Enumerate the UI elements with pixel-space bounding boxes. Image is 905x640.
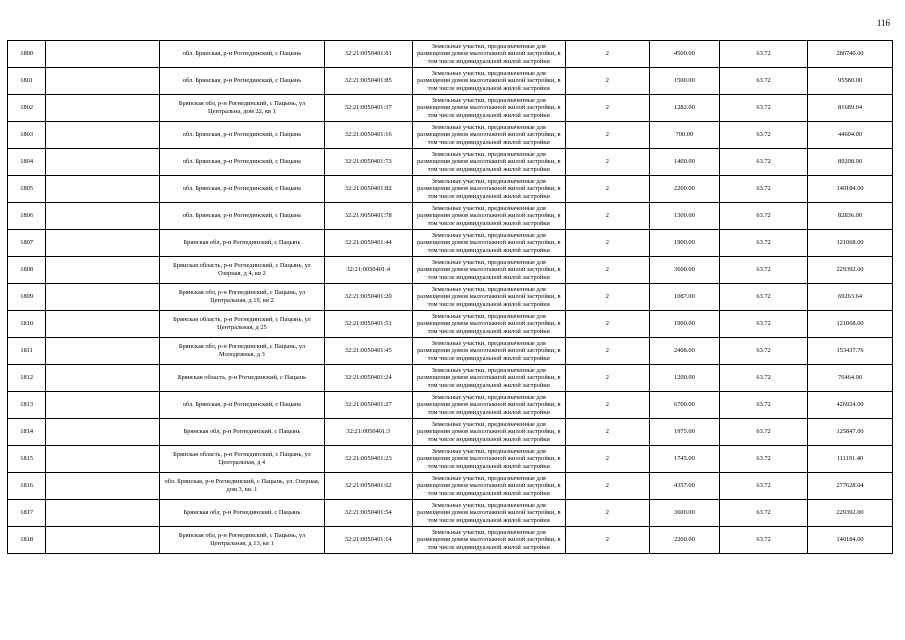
table-row <box>8 284 893 311</box>
specific-value-cell: 63.72 <box>720 338 808 365</box>
specific-value-cell: 63.72 <box>720 473 808 500</box>
address-cell: Брянская обл, р-н Рогнединский, с Пацынь, ул Центральная, д 13, кв 1 <box>160 527 325 554</box>
table-row <box>8 176 893 203</box>
area-cell: 1900.00 <box>649 311 719 338</box>
cadastral-number-cell: 32:21:0050401:51 <box>324 311 412 338</box>
area-cell: 4500.00 <box>649 41 719 68</box>
category-cell: 2 <box>565 41 649 68</box>
specific-value-cell: 63.72 <box>720 500 808 527</box>
area-cell: 1200.00 <box>649 365 719 392</box>
address-cell: Брянская обл, р-н Рогнединский, с Пацынь, ул Молодежная, д 3 <box>160 338 325 365</box>
row-number-cell: 1817 <box>8 500 46 527</box>
spacer-cell <box>46 95 160 122</box>
row-number-cell: 1806 <box>8 203 46 230</box>
category-cell: 2 <box>565 230 649 257</box>
cadastral-value-cell: 89208.00 <box>808 149 893 176</box>
cadastral-number-cell: 32:21:0050401:44 <box>324 230 412 257</box>
cadastral-number-cell: 32:21:0050401:62 <box>324 473 412 500</box>
cadastral-number-cell: 32:21:0050401:3 <box>324 419 412 446</box>
cadastral-number-cell: 32:21:0050401:85 <box>324 68 412 95</box>
specific-value-cell: 63.72 <box>720 365 808 392</box>
address-cell: Брянская область, р-н Рогнединский, с Пацынь, ул Центральная, д 4 <box>160 446 325 473</box>
row-number-cell: 1801 <box>8 68 46 95</box>
cadastral-number-cell: 32:21:0050401:23 <box>324 446 412 473</box>
registry-table-body <box>8 41 893 554</box>
category-cell: 2 <box>565 500 649 527</box>
table-row <box>8 419 893 446</box>
cadastral-number-cell: 32:21:0050401:81 <box>324 41 412 68</box>
cadastral-value-cell: 125847.00 <box>808 419 893 446</box>
spacer-cell <box>46 338 160 365</box>
cadastral-value-cell: 286740.00 <box>808 41 893 68</box>
specific-value-cell: 63.72 <box>720 230 808 257</box>
category-cell: 2 <box>565 311 649 338</box>
category-cell: 2 <box>565 473 649 500</box>
table-row <box>8 365 893 392</box>
spacer-cell <box>46 257 160 284</box>
cadastral-value-cell: 121068.00 <box>808 311 893 338</box>
permitted-use-cell: Земельные участки, предназначенные для размещения домов малоэтажной жилой застройки, в том числе индивидуальной жилой застройки <box>412 311 565 338</box>
specific-value-cell: 63.72 <box>720 68 808 95</box>
spacer-cell <box>46 68 160 95</box>
table-row <box>8 95 893 122</box>
table-row <box>8 41 893 68</box>
permitted-use-cell: Земельные участки, предназначенные для размещения домов малоэтажной жилой застройки, в том числе индивидуальной жилой застройки <box>412 500 565 527</box>
address-cell: Брянская обл, р-н Рогнединский, с Пацынь <box>160 230 325 257</box>
cadastral-number-cell: 32:21:0050401:82 <box>324 176 412 203</box>
row-number-cell: 1814 <box>8 419 46 446</box>
permitted-use-cell: Земельные участки, предназначенные для размещения домов малоэтажной жилой застройки, в том числе индивидуальной жилой застройки <box>412 122 565 149</box>
category-cell: 2 <box>565 176 649 203</box>
specific-value-cell: 63.72 <box>720 446 808 473</box>
row-number-cell: 1816 <box>8 473 46 500</box>
row-number-cell: 1804 <box>8 149 46 176</box>
address-cell: Брянская обл, р-н Рогнединский, с Пацынь, ул Центральна, дом 22, кв 1 <box>160 95 325 122</box>
table-row <box>8 257 893 284</box>
area-cell: 3600.00 <box>649 257 719 284</box>
area-cell: 1300.00 <box>649 203 719 230</box>
category-cell: 2 <box>565 122 649 149</box>
permitted-use-cell: Земельные участки, предназначенные для размещения домов малоэтажной жилой застройки, в том числе индивидуальной жилой застройки <box>412 338 565 365</box>
address-cell: обл. Брянская, р-н Рогнединский, с Пацынь, ул. Озерная, дом 3, кв. 1 <box>160 473 325 500</box>
address-cell: обл. Брянская, р-н Рогнединский, с Пацынь <box>160 203 325 230</box>
address-cell: обл. Брянская, р-н Рогнединский, с Пацынь <box>160 149 325 176</box>
spacer-cell <box>46 230 160 257</box>
area-cell: 4357.00 <box>649 473 719 500</box>
specific-value-cell: 63.72 <box>720 527 808 554</box>
category-cell: 2 <box>565 149 649 176</box>
area-cell: 2200.00 <box>649 527 719 554</box>
spacer-cell <box>46 311 160 338</box>
table-row <box>8 392 893 419</box>
permitted-use-cell: Земельные участки, предназначенные для размещения домов малоэтажной жилой застройки, в том числе индивидуальной жилой застройки <box>412 41 565 68</box>
cadastral-number-cell: 32:21:0050401:37 <box>324 95 412 122</box>
row-number-cell: 1803 <box>8 122 46 149</box>
table-row <box>8 473 893 500</box>
permitted-use-cell: Земельные участки, предназначенные для размещения домов малоэтажной жилой застройки, в том числе индивидуальной жилой застройки <box>412 230 565 257</box>
cadastral-value-cell: 44604.00 <box>808 122 893 149</box>
table-row <box>8 230 893 257</box>
address-cell: Брянская обл, р-н Рогнединский, с Пацынь <box>160 419 325 446</box>
permitted-use-cell: Земельные участки, предназначенные для размещения домов малоэтажной жилой застройки, в том числе индивидуальной жилой застройки <box>412 446 565 473</box>
row-number-cell: 1815 <box>8 446 46 473</box>
spacer-cell <box>46 284 160 311</box>
address-cell: обл. Брянская, р-н Рогнединский, с Пацынь <box>160 176 325 203</box>
category-cell: 2 <box>565 284 649 311</box>
cadastral-number-cell: 32:21:0050401:27 <box>324 392 412 419</box>
table-row <box>8 527 893 554</box>
registry-table <box>7 40 893 554</box>
address-cell: Брянская область, р-н Рогнединский, с Пацынь, ул Озерная, д 4, кв 2 <box>160 257 325 284</box>
table-row <box>8 338 893 365</box>
permitted-use-cell: Земельные участки, предназначенные для размещения домов малоэтажной жилой застройки, в том числе индивидуальной жилой застройки <box>412 284 565 311</box>
table-row <box>8 446 893 473</box>
permitted-use-cell: Земельные участки, предназначенные для размещения домов малоэтажной жилой застройки, в том числе индивидуальной жилой застройки <box>412 95 565 122</box>
category-cell: 2 <box>565 392 649 419</box>
cadastral-number-cell: 32:21:0050401:54 <box>324 500 412 527</box>
spacer-cell <box>46 500 160 527</box>
cadastral-number-cell: 32:21:0050401:73 <box>324 149 412 176</box>
table-row <box>8 203 893 230</box>
spacer-cell <box>46 419 160 446</box>
table-row <box>8 149 893 176</box>
category-cell: 2 <box>565 203 649 230</box>
area-cell: 1500.00 <box>649 68 719 95</box>
cadastral-number-cell: 32:21:0050401:16 <box>324 122 412 149</box>
row-number-cell: 1800 <box>8 41 46 68</box>
permitted-use-cell: Земельные участки, предназначенные для размещения домов малоэтажной жилой застройки, в том числе индивидуальной жилой застройки <box>412 203 565 230</box>
permitted-use-cell: Земельные участки, предназначенные для размещения домов малоэтажной жилой застройки, в том числе индивидуальной жилой застройки <box>412 68 565 95</box>
address-cell: обл. Брянская, р-н Рогнединский, с Пацынь <box>160 392 325 419</box>
area-cell: 1745.00 <box>649 446 719 473</box>
cadastral-value-cell: 153437.76 <box>808 338 893 365</box>
category-cell: 2 <box>565 95 649 122</box>
table-row <box>8 500 893 527</box>
address-cell: Брянская обл, р-н Рогнединский, с Пацынь, ул Центральная, д 19, кв 2 <box>160 284 325 311</box>
table-row <box>8 311 893 338</box>
row-number-cell: 1808 <box>8 257 46 284</box>
cadastral-value-cell: 426924.00 <box>808 392 893 419</box>
cadastral-value-cell: 229392.00 <box>808 500 893 527</box>
address-cell: обл. Брянская, р-н Рогнединский, с Пацынь <box>160 68 325 95</box>
specific-value-cell: 63.72 <box>720 95 808 122</box>
category-cell: 2 <box>565 527 649 554</box>
address-cell: обл. Брянская, р-н Рогнединский, с Пацынь <box>160 122 325 149</box>
address-cell: Брянская обл, р-н Рогнединский, с Пацынь <box>160 500 325 527</box>
area-cell: 2408.00 <box>649 338 719 365</box>
spacer-cell <box>46 149 160 176</box>
category-cell: 2 <box>565 257 649 284</box>
cadastral-value-cell: 81689.04 <box>808 95 893 122</box>
cadastral-value-cell: 111191.40 <box>808 446 893 473</box>
cadastral-value-cell: 229392.00 <box>808 257 893 284</box>
cadastral-number-cell: 32:21:0050401:4 <box>324 257 412 284</box>
cadastral-number-cell: 32:21:0050401:24 <box>324 365 412 392</box>
specific-value-cell: 63.72 <box>720 176 808 203</box>
table-row <box>8 122 893 149</box>
category-cell: 2 <box>565 365 649 392</box>
row-number-cell: 1818 <box>8 527 46 554</box>
area-cell: 3600.00 <box>649 500 719 527</box>
cadastral-value-cell: 140184.00 <box>808 176 893 203</box>
page-number: 116 <box>876 18 890 28</box>
row-number-cell: 1809 <box>8 284 46 311</box>
permitted-use-cell: Земельные участки, предназначенные для размещения домов малоэтажной жилой застройки, в том числе индивидуальной жилой застройки <box>412 365 565 392</box>
area-cell: 1975.00 <box>649 419 719 446</box>
address-cell: Брянская область, р-н Рогнединский, с Пацынь, ул Центральная, д 25 <box>160 311 325 338</box>
cadastral-number-cell: 32:21:0050401:78 <box>324 203 412 230</box>
area-cell: 2200.00 <box>649 176 719 203</box>
permitted-use-cell: Земельные участки, предназначенные для размещения домов малоэтажной жилой застройки, в том числе индивидуальной жилой застройки <box>412 473 565 500</box>
spacer-cell <box>46 203 160 230</box>
table-row <box>8 68 893 95</box>
row-number-cell: 1811 <box>8 338 46 365</box>
spacer-cell <box>46 41 160 68</box>
row-number-cell: 1805 <box>8 176 46 203</box>
cadastral-value-cell: 69263.64 <box>808 284 893 311</box>
specific-value-cell: 63.72 <box>720 284 808 311</box>
address-cell: обл. Брянская, р-н Рогнединский, с Пацынь <box>160 41 325 68</box>
category-cell: 2 <box>565 446 649 473</box>
specific-value-cell: 63.72 <box>720 419 808 446</box>
specific-value-cell: 63.72 <box>720 122 808 149</box>
category-cell: 2 <box>565 338 649 365</box>
spacer-cell <box>46 473 160 500</box>
area-cell: 1900.00 <box>649 230 719 257</box>
spacer-cell <box>46 365 160 392</box>
row-number-cell: 1807 <box>8 230 46 257</box>
spacer-cell <box>46 176 160 203</box>
permitted-use-cell: Земельные участки, предназначенные для размещения домов малоэтажной жилой застройки, в том числе индивидуальной жилой застройки <box>412 176 565 203</box>
category-cell: 2 <box>565 68 649 95</box>
permitted-use-cell: Земельные участки, предназначенные для размещения домов малоэтажной жилой застройки, в том числе индивидуальной жилой застройки <box>412 257 565 284</box>
address-cell: Брянская область, р-н Рогнединский, с Пацынь <box>160 365 325 392</box>
spacer-cell <box>46 392 160 419</box>
row-number-cell: 1802 <box>8 95 46 122</box>
permitted-use-cell: Земельные участки, предназначенные для размещения домов малоэтажной жилой застройки, в том числе индивидуальной жилой застройки <box>412 392 565 419</box>
row-number-cell: 1813 <box>8 392 46 419</box>
permitted-use-cell: Земельные участки, предназначенные для размещения домов малоэтажной жилой застройки, в том числе индивидуальной жилой застройки <box>412 527 565 554</box>
specific-value-cell: 63.72 <box>720 392 808 419</box>
row-number-cell: 1812 <box>8 365 46 392</box>
cadastral-value-cell: 121068.00 <box>808 230 893 257</box>
category-cell: 2 <box>565 419 649 446</box>
cadastral-number-cell: 32:21:0050401:45 <box>324 338 412 365</box>
specific-value-cell: 63.72 <box>720 41 808 68</box>
row-number-cell: 1810 <box>8 311 46 338</box>
cadastral-number-cell: 32:21:0050401:20 <box>324 284 412 311</box>
cadastral-value-cell: 82836.00 <box>808 203 893 230</box>
spacer-cell <box>46 527 160 554</box>
area-cell: 1400.00 <box>649 149 719 176</box>
cadastral-value-cell: 140184.00 <box>808 527 893 554</box>
cadastral-value-cell: 95580.00 <box>808 68 893 95</box>
area-cell: 1282.00 <box>649 95 719 122</box>
cadastral-value-cell: 277628.04 <box>808 473 893 500</box>
permitted-use-cell: Земельные участки, предназначенные для размещения домов малоэтажной жилой застройки, в том числе индивидуальной жилой застройки <box>412 149 565 176</box>
specific-value-cell: 63.72 <box>720 203 808 230</box>
area-cell: 6700.00 <box>649 392 719 419</box>
specific-value-cell: 63.72 <box>720 257 808 284</box>
spacer-cell <box>46 446 160 473</box>
area-cell: 1087.00 <box>649 284 719 311</box>
specific-value-cell: 63.72 <box>720 311 808 338</box>
cadastral-value-cell: 76464.00 <box>808 365 893 392</box>
specific-value-cell: 63.72 <box>720 149 808 176</box>
permitted-use-cell: Земельные участки, предназначенные для размещения домов малоэтажной жилой застройки, в том числе индивидуальной жилой застройки <box>412 419 565 446</box>
area-cell: 700.00 <box>649 122 719 149</box>
spacer-cell <box>46 122 160 149</box>
cadastral-number-cell: 32:21:0050401:14 <box>324 527 412 554</box>
